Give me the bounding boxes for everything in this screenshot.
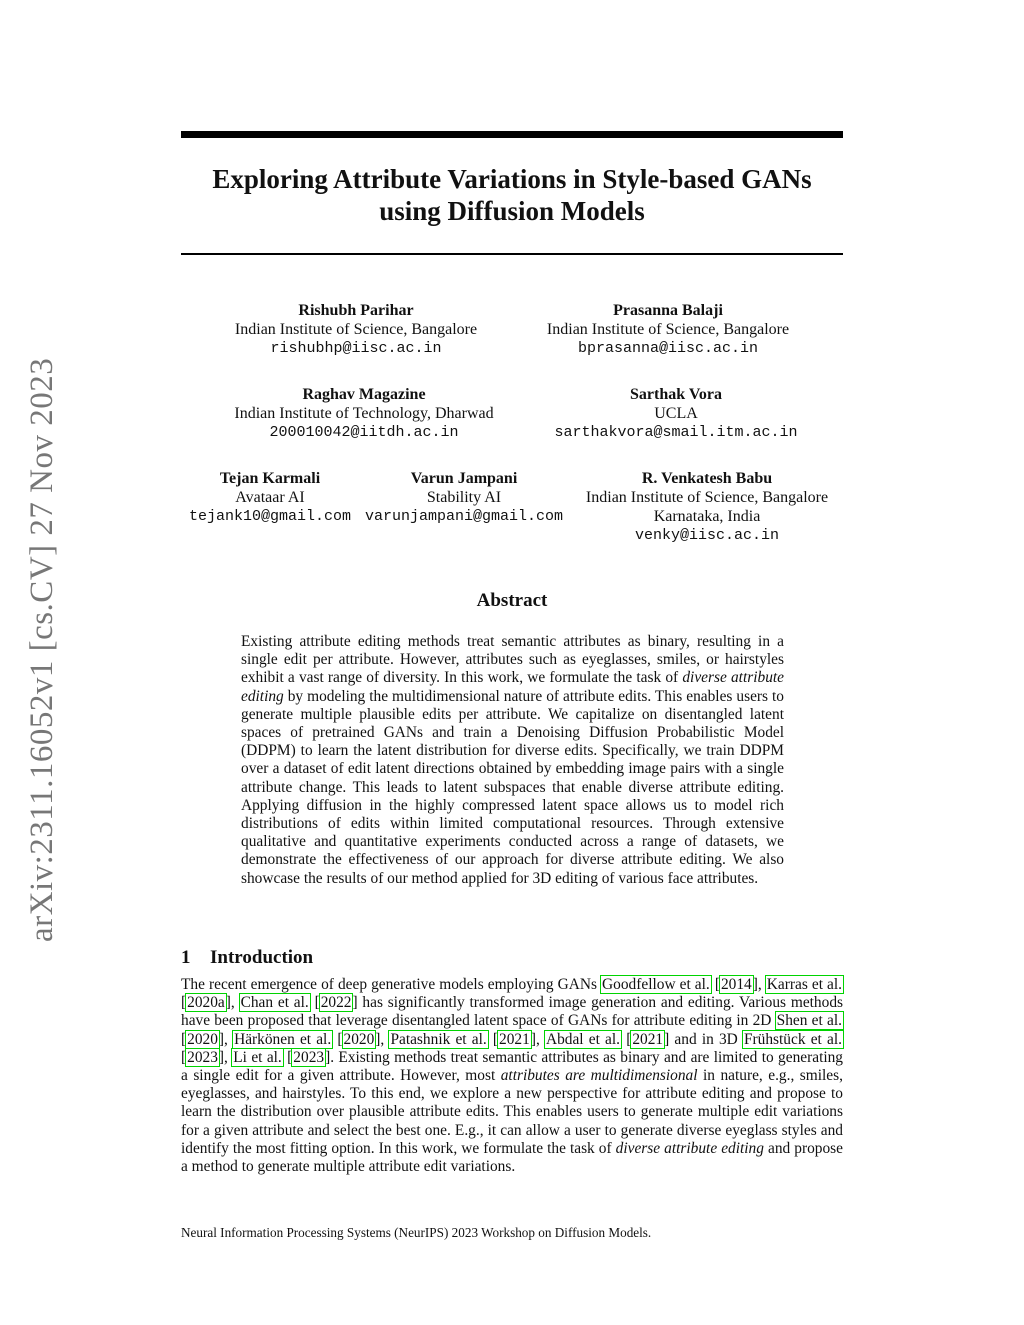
intro-text: in nature, e.g., smiles, eyeglasses, and hairstyles. To this end, we explore a new perspective for attribute editing and propose to learn the distribution over plausible attribute edits. This enables users to generate multiple edit variations for a given attribute and select the best one. E.g., it can allow a user to generate diverse eyeglass styles and identify the most fitting option. In this work, we formulate the task of bbox=[181, 1067, 843, 1157]
section-number: 1 bbox=[181, 947, 191, 968]
citation-year-link[interactable]: 2023 bbox=[293, 1048, 325, 1066]
author-block bbox=[526, 385, 826, 442]
intro-text: ], bbox=[752, 976, 766, 993]
intro-text: The recent emergence of deep generative models employing GANs bbox=[181, 976, 602, 993]
intro-text: ], bbox=[225, 994, 240, 1012]
citation-year-link[interactable]: 2023 bbox=[187, 1048, 218, 1066]
abstract-text: by modeling the multidimensional nature of attribute edits. This enables users to generate multiple plausible edits per attribute. We capitalize on disentangled latent spaces of pretrained GANs and train a Denoising Diffusion Probabilistic Model (DDPM) to learn the latent distribution for diverse edits. Specifically, we train DDPM over a dataset of edit latent directions obtained by embedding image pairs with a single attribute change. This leads to latent subspaces that enable diverse attribute editing. Applying diffusion in the highly compressed latent space allows us to model rich distributions of edits within limited computational resources. Through extensive qualitative and quantitative experiments conducted across a range of datasets, we demonstrate the effectiveness of our approach for diverse attribute editing. We also showcase the results of our method applied for 3D editing of various face attributes. bbox=[241, 687, 784, 887]
citation-link[interactable]: Chan et al. bbox=[240, 994, 309, 1012]
author-affiliation: Indian Institute of Technology, Dharwad bbox=[234, 405, 494, 422]
intro-text: [ bbox=[621, 1030, 632, 1048]
author-affiliation: Stability AI bbox=[426, 489, 502, 506]
author-affiliation: UCLA bbox=[654, 405, 698, 422]
title-bottom-rule bbox=[181, 253, 843, 255]
arxiv-stamp: arXiv:2311.16052v1 [cs.CV] 27 Nov 2023 bbox=[24, 357, 60, 942]
intro-emphasis: attributes are multidimensional bbox=[500, 1067, 698, 1085]
author-affiliation: Avataar AI bbox=[235, 489, 305, 506]
author-block bbox=[176, 469, 364, 526]
abstract-emphasis: diverse attribute editing bbox=[241, 669, 784, 705]
author-name: Raghav Magazine bbox=[302, 386, 426, 403]
citation-link[interactable]: Patashnik et al. bbox=[390, 1030, 487, 1048]
intro-text: [ bbox=[181, 1048, 187, 1066]
intro-text: ] has significantly transformed image generation and editing. Various methods have been proposed that leverage disentangled latent space of GANs for attribute editing in 2D bbox=[181, 994, 844, 1030]
author-block bbox=[566, 469, 848, 545]
author-block bbox=[206, 301, 506, 358]
author-affiliation: Indian Institute of Science, Bangalore bbox=[546, 321, 790, 338]
author-affiliation-2: Karnataka, India bbox=[653, 508, 761, 525]
intro-text: ], bbox=[375, 1030, 390, 1048]
section-heading-introduction bbox=[181, 947, 313, 969]
venue-footer: Neural Information Processing Systems (NeurIPS) 2023 Workshop on Diffusion Models. bbox=[181, 1225, 652, 1240]
citation-link[interactable]: Goodfellow et al. bbox=[602, 976, 710, 993]
citation-link[interactable]: Karras et al. bbox=[766, 976, 843, 993]
author-name: Prasanna Balaji bbox=[613, 302, 723, 319]
paper-title bbox=[181, 163, 843, 227]
author-name: R. Venkatesh Babu bbox=[641, 470, 773, 487]
citation-year-link[interactable]: 2021 bbox=[632, 1030, 664, 1048]
author-affiliation: Indian Institute of Science, Bangalore bbox=[585, 489, 829, 506]
intro-text: [ bbox=[181, 1030, 187, 1048]
intro-text: ] and in 3D bbox=[664, 1030, 743, 1048]
intro-text: ], bbox=[218, 1048, 233, 1066]
abstract-heading: Abstract bbox=[476, 590, 548, 611]
title-line-1: Exploring Attribute Variations in Style-based GANs bbox=[212, 164, 812, 194]
intro-text: ], bbox=[530, 1030, 545, 1048]
author-email: sarthakvora@smail.itm.ac.in bbox=[554, 424, 798, 441]
author-name: Tejan Karmali bbox=[219, 470, 321, 487]
author-email: varunjampani@gmail.com bbox=[364, 508, 564, 525]
author-email: venky@iisc.ac.in bbox=[634, 527, 780, 544]
author-email: tejank10@gmail.com bbox=[188, 508, 352, 525]
title-top-rule bbox=[181, 131, 843, 138]
citation-year-link[interactable]: 2020 bbox=[187, 1030, 218, 1048]
intro-emphasis: diverse attribute editing bbox=[615, 1139, 764, 1157]
author-email: bprasanna@iisc.ac.in bbox=[577, 340, 759, 357]
section-title: Introduction bbox=[210, 947, 314, 968]
intro-text: ]. Existing methods treat semantic attributes as binary and are limited to generating a single edit for a given attribute. However, most bbox=[181, 1048, 844, 1085]
intro-text: [ bbox=[282, 1048, 293, 1066]
author-block bbox=[206, 385, 522, 442]
intro-text: [ bbox=[181, 994, 187, 1012]
citation-link[interactable]: Shen et al. bbox=[776, 1012, 842, 1030]
author-block bbox=[364, 469, 564, 526]
citation-year-link[interactable]: 2022 bbox=[320, 994, 352, 1012]
author-name: Rishubh Parihar bbox=[298, 302, 414, 319]
intro-text: [ bbox=[710, 976, 720, 993]
author-affiliation: Indian Institute of Science, Bangalore bbox=[234, 321, 478, 338]
abstract-text: Existing attribute editing methods treat semantic attributes as binary, resulting in a single edit per attribute. However, attributes such as eyeglasses, smiles, or hairstyles exhibit a vast range of diversity. In this work, we formulate the task of bbox=[241, 633, 784, 687]
author-name: Sarthak Vora bbox=[629, 386, 723, 403]
introduction-body bbox=[181, 976, 843, 1176]
citation-link[interactable]: Abdal et al. bbox=[545, 1030, 621, 1048]
author-email: rishubhp@iisc.ac.in bbox=[270, 340, 442, 357]
abstract-body bbox=[241, 633, 784, 888]
intro-text: [ bbox=[309, 994, 320, 1012]
citation-link[interactable]: Frühstück et al. bbox=[743, 1030, 842, 1048]
title-line-2: using Diffusion Models bbox=[379, 196, 645, 226]
citation-link[interactable]: Härkönen et al. bbox=[234, 1030, 332, 1048]
author-block bbox=[518, 301, 818, 358]
citation-year-link[interactable]: 2020a bbox=[187, 994, 225, 1012]
citation-year-link[interactable]: 2021 bbox=[499, 1030, 530, 1048]
citation-link[interactable]: Li et al. bbox=[233, 1048, 282, 1066]
author-email: 200010042@iitdh.ac.in bbox=[269, 424, 459, 441]
intro-text: and propose a method to generate multiple attribute edit variations. bbox=[181, 1139, 843, 1176]
intro-text: [ bbox=[332, 1030, 343, 1048]
citation-year-link[interactable]: 2014 bbox=[720, 976, 752, 993]
intro-text: [ bbox=[487, 1030, 499, 1048]
intro-text: ], bbox=[218, 1030, 234, 1048]
author-name: Varun Jampani bbox=[410, 470, 518, 487]
citation-year-link[interactable]: 2020 bbox=[343, 1030, 375, 1048]
